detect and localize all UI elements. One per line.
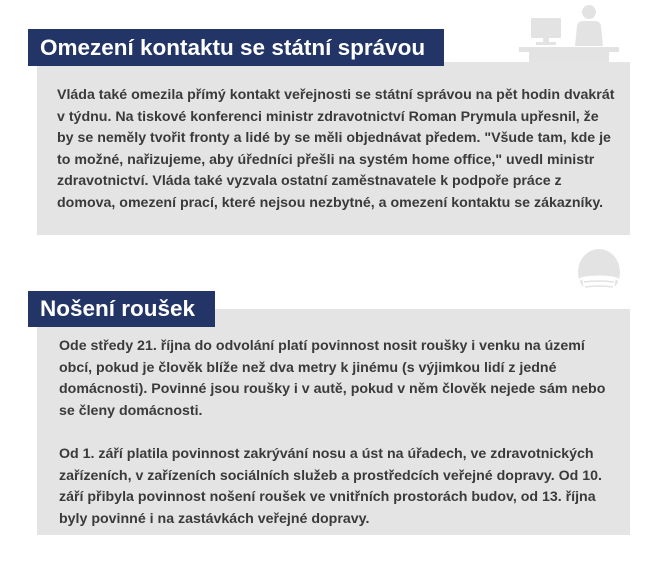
section-title: Omezení kontaktu se státní správou — [28, 29, 444, 66]
section-body — [59, 336, 619, 530]
office-desk-icon — [515, 2, 623, 66]
paragraph: Od 1. září platila povinnost zakrývání nosu a úst na úřadech, ve zdravotnických zařízeních, v zařízeních sociálních služeb a prostředcích veřejné dopravy. Od 10. září přibyla povinnost nošení roušek ve vnitřních prostorách budov, od 13. října byly povinné i na zastávkách veřejné dopravy. — [59, 445, 602, 527]
section-title: Nošení roušek — [28, 291, 215, 327]
face-mask-icon — [573, 247, 625, 305]
section-body — [57, 85, 617, 215]
paragraph: Ode středy 21. října do odvolání platí povinnost nosit roušky i venku na území obcí, pokud je člověk blíže než dva metry k jinému (s výjimkou lidí z jedné domácnosti). Povinné jsou roušky i v autě, pokud v něm člověk nejede sám nebo se členy domácnosti. — [59, 338, 606, 419]
paragraph: Vláda také omezila přímý kontakt veřejnosti se státní správou na pět hodin dvakrát v týdnu. Na tiskové konferenci ministr zdravotnictví Roman Prymula upřesnil, že by se neměly tvořit fronty a lidé by se měli objednávat předem. "Všude tam, kde je to možné, nařizujeme, aby úředníci přešli na systém home office," uvedl ministr zdravotnictví. Vláda také vyzvala ostatní zaměstnavatele k podpoře práce z domova, omezení prací, které nejsou nezbytné, a omezení kontaktu se zákazníky. — [57, 87, 615, 211]
